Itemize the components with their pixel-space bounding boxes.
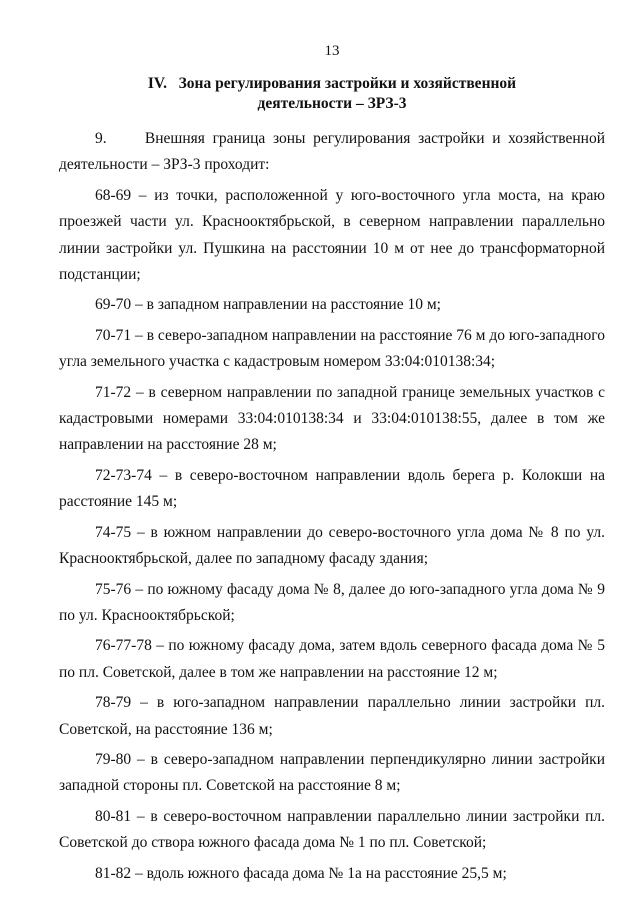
paragraph-segment-72-74: 72-73-74 – в северо-восточном направлении вдоль берега р. Колокши на расстояние 145 м; (59, 466, 605, 511)
paragraph-segment-68-69: 68-69 – из точки, расположенной у юго-восточного угла моста, на краю проезжей части ул. Краснооктябрьской, в северном направлении параллельно линии застройки ул. Пушкина на расстоянии 10 м от нее до трансформаторной подстанции; (59, 186, 605, 284)
paragraph-intro: 9. Внешняя граница зоны регулирования застройки и хозяйственной деятельности – ЗРЗ-3 проходит: (59, 130, 605, 174)
paragraph-segment-75-76: 75-76 – по южному фасаду дома № 8, далее до юго-западного угла дома № 9 по ул. Краснооктябрьской; (59, 580, 605, 624)
boundary-description (59, 126, 605, 887)
paragraph-segment-76-78: 76-77-78 – по южному фасаду дома, затем вдоль северного фасада дома № 5 по пл. Советской, далее в том же направлении на расстояние 12 м; (59, 637, 605, 681)
page-number: 13 (324, 43, 340, 59)
paragraph-segment-81-82: 81-82 – вдоль южного фасада дома № 1а на расстояние 25,5 м; (95, 864, 507, 882)
paragraph-segment-70-71: 70-71 – в северо-западном направлении на расстояние 76 м до юго-западного угла земельного участка с кадастровым номером 33:04:010138:34; (59, 326, 605, 371)
paragraph-segment-69-70: 69-70 – в западном направлении на расстояние 10 м; (95, 296, 441, 314)
section-heading-line-1: IV. Зона регулирования застройки и хозяйственной (147, 75, 517, 92)
paragraph-segment-74-75: 74-75 – в южном направлении до северо-восточного угла дома № 8 по ул. Краснооктябрьской, далее по западному фасаду здания; (59, 523, 605, 568)
paragraph-segment-79-80: 79-80 – в северо-западном направлении перпендикулярно линии застройки западной стороны пл. Советской на расстояние 8 м; (59, 750, 605, 795)
paragraph-segment-71-72: 71-72 – в северном направлении по западной границе земельных участков с кадастровыми номерами 33:04:010138:34 и 33:04:010138:55, далее в том же направлении на расстояние 28 м; (59, 383, 605, 454)
paragraph-segment-78-79: 78-79 – в юго-западном направлении параллельно линии застройки пл. Советской, на расстояние 136 м; (59, 694, 605, 738)
section-heading (59, 74, 605, 114)
section-heading-line-2: деятельности – ЗРЗ-3 (257, 95, 407, 112)
paragraph-segment-80-81: 80-81 – в северо-восточном направлении параллельно линии застройки пл. Советской до створа южного фасада дома № 1 по пл. Советской; (59, 807, 605, 852)
